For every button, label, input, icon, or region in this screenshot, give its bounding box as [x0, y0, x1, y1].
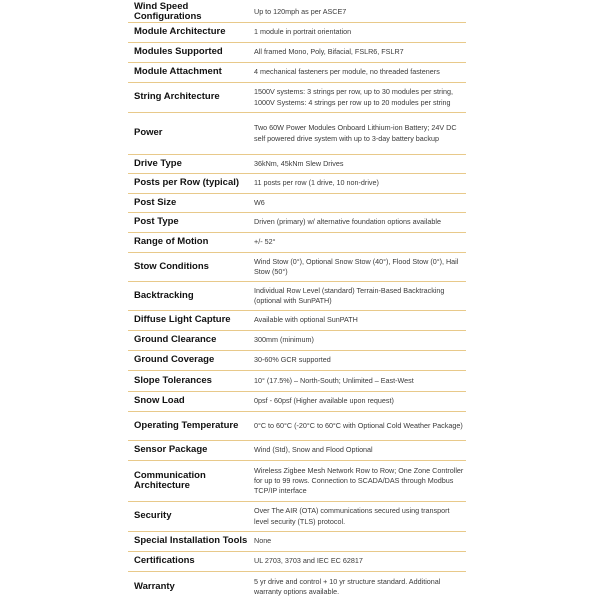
- spec-row-security: [128, 502, 466, 532]
- spec-label: Module Attachment: [134, 66, 222, 78]
- spec-value: Over The AIR (OTA) communications secured using transport level security (TLS) protocol.: [254, 506, 450, 526]
- spec-value: Wireless Zigbee Mesh Network Row to Row; One Zone Controller for up to 99 rows. Connection to SCADA/DAS through Modbus TCP/IP interface: [254, 465, 464, 496]
- spec-row-module-attachment: [128, 63, 466, 83]
- spec-value: UL 2703, 3703 and IEC EC 62817: [254, 556, 363, 566]
- spec-value: Wind (Std), Snow and Flood Optional: [254, 445, 373, 455]
- spec-row-diffuse-light: [128, 311, 466, 331]
- spec-row-ground-clearance: [128, 331, 466, 351]
- spec-value: 0psf - 60psf (Higher available upon request): [254, 396, 394, 406]
- spec-value: Up to 120mph as per ASCE7: [254, 6, 347, 16]
- spec-value: 1500V systems: 3 strings per row, up to 30 modules per string, 1000V Systems: 4 strings per row up to 20 modules per string: [254, 87, 453, 107]
- spec-row-wind-speed: [128, 2, 466, 23]
- spec-row-communication-architecture: [128, 461, 466, 502]
- spec-label: Backtracking: [134, 289, 194, 301]
- spec-row-snow-load: [128, 392, 466, 412]
- spec-label: Communication Architecture: [134, 469, 206, 491]
- spec-value: W6: [254, 197, 265, 207]
- spec-value: None: [254, 536, 272, 546]
- spec-row-post-type: [128, 213, 466, 233]
- spec-label: Posts per Row (typical): [134, 177, 240, 189]
- spec-value: Driven (primary) w/ alternative foundation options available: [254, 217, 441, 227]
- spec-row-modules-supported: [128, 43, 466, 63]
- spec-label: Module Architecture: [134, 26, 226, 38]
- spec-value: 10° (17.5%) – North-South; Unlimited – East-West: [254, 375, 414, 385]
- spec-label: Snow Load: [134, 395, 185, 407]
- spec-label: Post Size: [134, 196, 177, 208]
- spec-value: 5 yr drive and control + 10 yr structure standard. Additional warranty options available.: [254, 576, 441, 596]
- spec-label: Security: [134, 510, 172, 522]
- spec-row-backtracking: [128, 282, 466, 311]
- spec-row-certifications: [128, 552, 466, 572]
- spec-row-post-size: [128, 194, 466, 213]
- spec-value: All framed Mono, Poly, Bifacial, FSLR6, FSLR7: [254, 47, 404, 57]
- spec-row-power: [128, 113, 466, 155]
- spec-row-sensor-package: [128, 441, 466, 461]
- spec-label: Ground Coverage: [134, 354, 215, 366]
- spec-row-module-architecture: [128, 23, 466, 43]
- spec-label: String Architecture: [134, 91, 220, 103]
- spec-value: 0°C to 60°C (-20°C to 60°C with Optional Cold Weather Package): [254, 420, 463, 430]
- spec-row-string-architecture: [128, 83, 466, 113]
- spec-row-drive-type: [128, 155, 466, 174]
- spec-value: 1 module in portrait orientation: [254, 27, 352, 37]
- spec-row-warranty: [128, 572, 466, 602]
- spec-label: Ground Clearance: [134, 334, 217, 346]
- spec-row-operating-temperature: [128, 412, 466, 441]
- spec-value: Individual Row Level (standard) Terrain-Based Backtracking (optional with SunPATH): [254, 285, 445, 305]
- spec-label: Range of Motion: [134, 236, 209, 248]
- spec-row-slope-tolerances: [128, 371, 466, 392]
- spec-value: 4 mechanical fasteners per module, no threaded fasteners: [254, 67, 440, 77]
- spec-label: Modules Supported: [134, 46, 223, 58]
- spec-row-special-tools: [128, 532, 466, 552]
- spec-label: Certifications: [134, 555, 195, 567]
- spec-table: [128, 2, 466, 602]
- spec-value: +/- 52°: [254, 237, 276, 247]
- spec-value: 30-60% GCR supported: [254, 355, 331, 365]
- spec-row-posts-per-row: [128, 174, 466, 194]
- spec-label: Power: [134, 127, 163, 139]
- spec-value: 11 posts per row (1 drive, 10 non-drive): [254, 178, 379, 188]
- spec-label: Sensor Package: [134, 444, 208, 456]
- spec-label: Post Type: [134, 216, 179, 228]
- spec-value: 300mm (minimum): [254, 335, 314, 345]
- spec-row-ground-coverage: [128, 351, 466, 371]
- spec-label: Operating Temperature: [134, 419, 239, 431]
- spec-label: Drive Type: [134, 157, 182, 169]
- spec-value: Available with optional SunPATH: [254, 315, 358, 325]
- spec-value: Wind Stow (0°), Optional Snow Stow (40°), Flood Stow (0°), Hail Stow (50°): [254, 256, 459, 276]
- spec-row-stow-conditions: [128, 253, 466, 282]
- spec-value: Two 60W Power Modules Onboard Lithium-ion Battery; 24V DC self powered drive system with up to 3-day battery backup: [254, 123, 457, 143]
- spec-label: Diffuse Light Capture: [134, 314, 231, 326]
- spec-label: Stow Conditions: [134, 260, 209, 272]
- spec-label: Special Installation Tools: [134, 535, 248, 547]
- spec-label: Warranty: [134, 580, 175, 592]
- spec-value: 36kNm, 45kNm Slew Drives: [254, 158, 344, 168]
- spec-label: Slope Tolerances: [134, 374, 212, 386]
- spec-row-range-of-motion: [128, 233, 466, 253]
- spec-label: Wind Speed Configurations: [134, 0, 202, 22]
